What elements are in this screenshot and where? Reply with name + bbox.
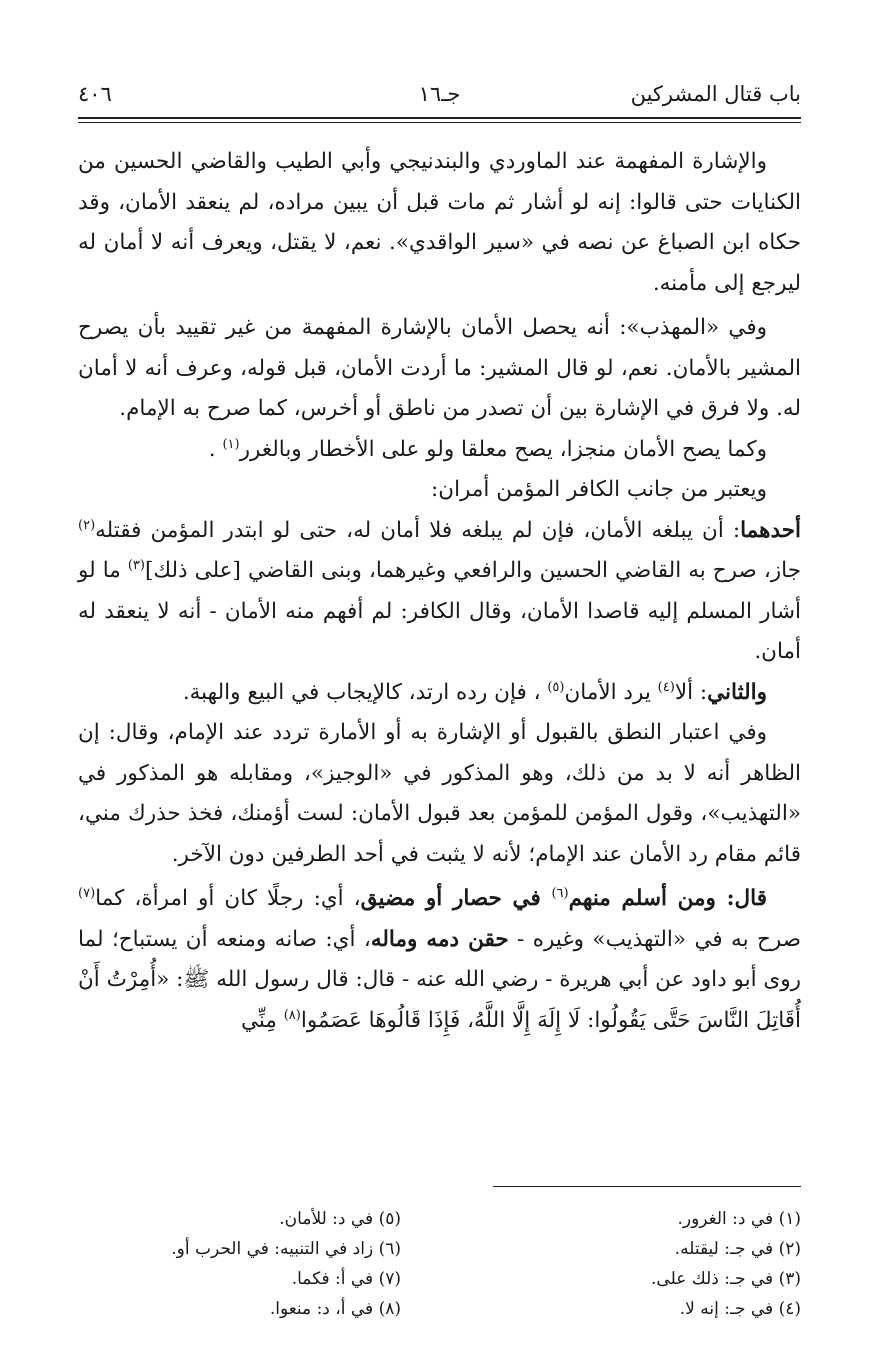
paragraph: والثاني: ألا$^{(٤)}$ يرد الأمان$^{(٥)}$ ، فإن رده ارتد، كالإيجاب في البيع والهبة. [182,679,767,705]
footnote: (٢) في جـ: ليقتله. [674,1239,801,1259]
footnote-column-right [431,1204,801,1324]
chapter-title: باب قتال المشركين [630,82,801,106]
footnote-ref: (٨) [283,1007,301,1023]
footnote-ref: (٣) [127,557,145,573]
paragraph: وكما يصح الأمان منجزا، يصح معلقا ولو على الأخطار وبالغرر$^{(١)}$ . [208,436,767,462]
footnote: (٧) في أ: فكما. [291,1269,401,1289]
footnote: (٦) زاد في التنبيه: في الحرب أو. [171,1239,401,1259]
main-text [78,142,801,1041]
footnote-ref: (٤) [657,679,675,695]
paragraph: وفي «المهذب»: أنه يحصل الأمان بالإشارة المفهمة من غير تقييد بأن يصرح المشير بالأمان. نعم، لو قال المشير: ما أردت الأمان، قبل قوله، وعرف أنه لا أمان له. ولا فرق في الإشارة بين أن تصدر من ناطق أو أخرس، كما صرح به الإمام. [78,315,801,421]
footnote-separator [493,1186,801,1187]
footnote-column-left [71,1204,401,1324]
footnote: (٨) في أ، د: منعوا. [269,1299,401,1319]
paragraph: أحدهما: أن يبلغه الأمان، فإن لم يبلغه فلا أمان له، حتى لو ابتدر المؤمن فقتله$^{(٢)}$ جاز، صرح به القاضي الحسين والرافعي وغيرهما، وبنى القاضي [على ذلك]$^{(٣)}$ ما لو أشار المسلم إليه قاصدا الأمان، وقال الكافر: لم أفهم منه الأمان - أنه لا ينعقد له أمان. [78,517,801,664]
paragraph: ويعتبر من جانب الكافر المؤمن أمران: [431,477,767,502]
footnote-ref: (٧) [78,885,96,901]
footnote: (١) في د: الغرور. [677,1209,801,1229]
paragraph: وفي اعتبار النطق بالقبول أو الإشارة به أو الأمارة تردد عند الإمام، وقال: إن الظاهر أنه لا بد من ذلك، وهو المذكور في «الوجيز»، ومقابله هو المذكور في «التهذيب»، وقول المؤمن للمؤمن بعد قبول الأمان: لست أؤمنك، فخذ حذرك مني، قائم مقام رد الأمان عند الإمام؛ لأنه لا يثبت في أحد الطرفين دون الآخر. [78,720,801,867]
header-rule [78,117,801,119]
footnote: (٤) في جـ: إنه لا. [679,1299,801,1319]
footnote-ref: (٥) [547,679,565,695]
paragraph: والإشارة المفهمة عند الماوردي والبندنيجي وأبي الطيب والقاضي الحسين من الكنايات حتى قالوا: إنه لو أشار ثم مات قبل أن يبين مراده، لم ينعقد الأمان، وقد حكاه ابن الصباغ عن نصه في «سير الواقدي». نعم، لا يقتل، ويعرف أنه لا أمان له ليرجع إلى مأمنه. [78,149,801,296]
paragraph: قال: ومن أسلم منهم$^{(٦)}$ في حصار أو مضيق، أي: رجلًا كان أو امرأة، كما$^{(٧)}$ صرح به في «التهذيب» وغيره - حقن دمه وماله، أي: صانه ومنعه أن يستباح؛ لما روى أبو داود عن أبي هريرة - رضي الله عنه - قال: قال رسول الله ﷺ: «أُمِرْتُ أَنْ أُقَاتِلَ النَّاسَ حَتَّى يَقُولُوا: لَا إِلَهَ إِلَّا اللَّهُ، فَإِذَا قَالُوهَا عَصَمُوا$^{(٨)}$ مِنِّي [78,885,801,1033]
header-rule-thin [78,122,801,123]
page-number: ٤٠٦ [78,82,112,106]
volume-label: جـ١٦ [418,82,461,106]
footnote-ref: (٦) [551,885,569,901]
footnote: (٥) في د: للأمان. [279,1209,401,1229]
footnote: (٣) في جـ: ذلك على. [651,1269,801,1289]
running-header [78,74,801,114]
footnote-ref: (١) [222,436,240,452]
footnote-ref: (٢) [78,517,96,533]
